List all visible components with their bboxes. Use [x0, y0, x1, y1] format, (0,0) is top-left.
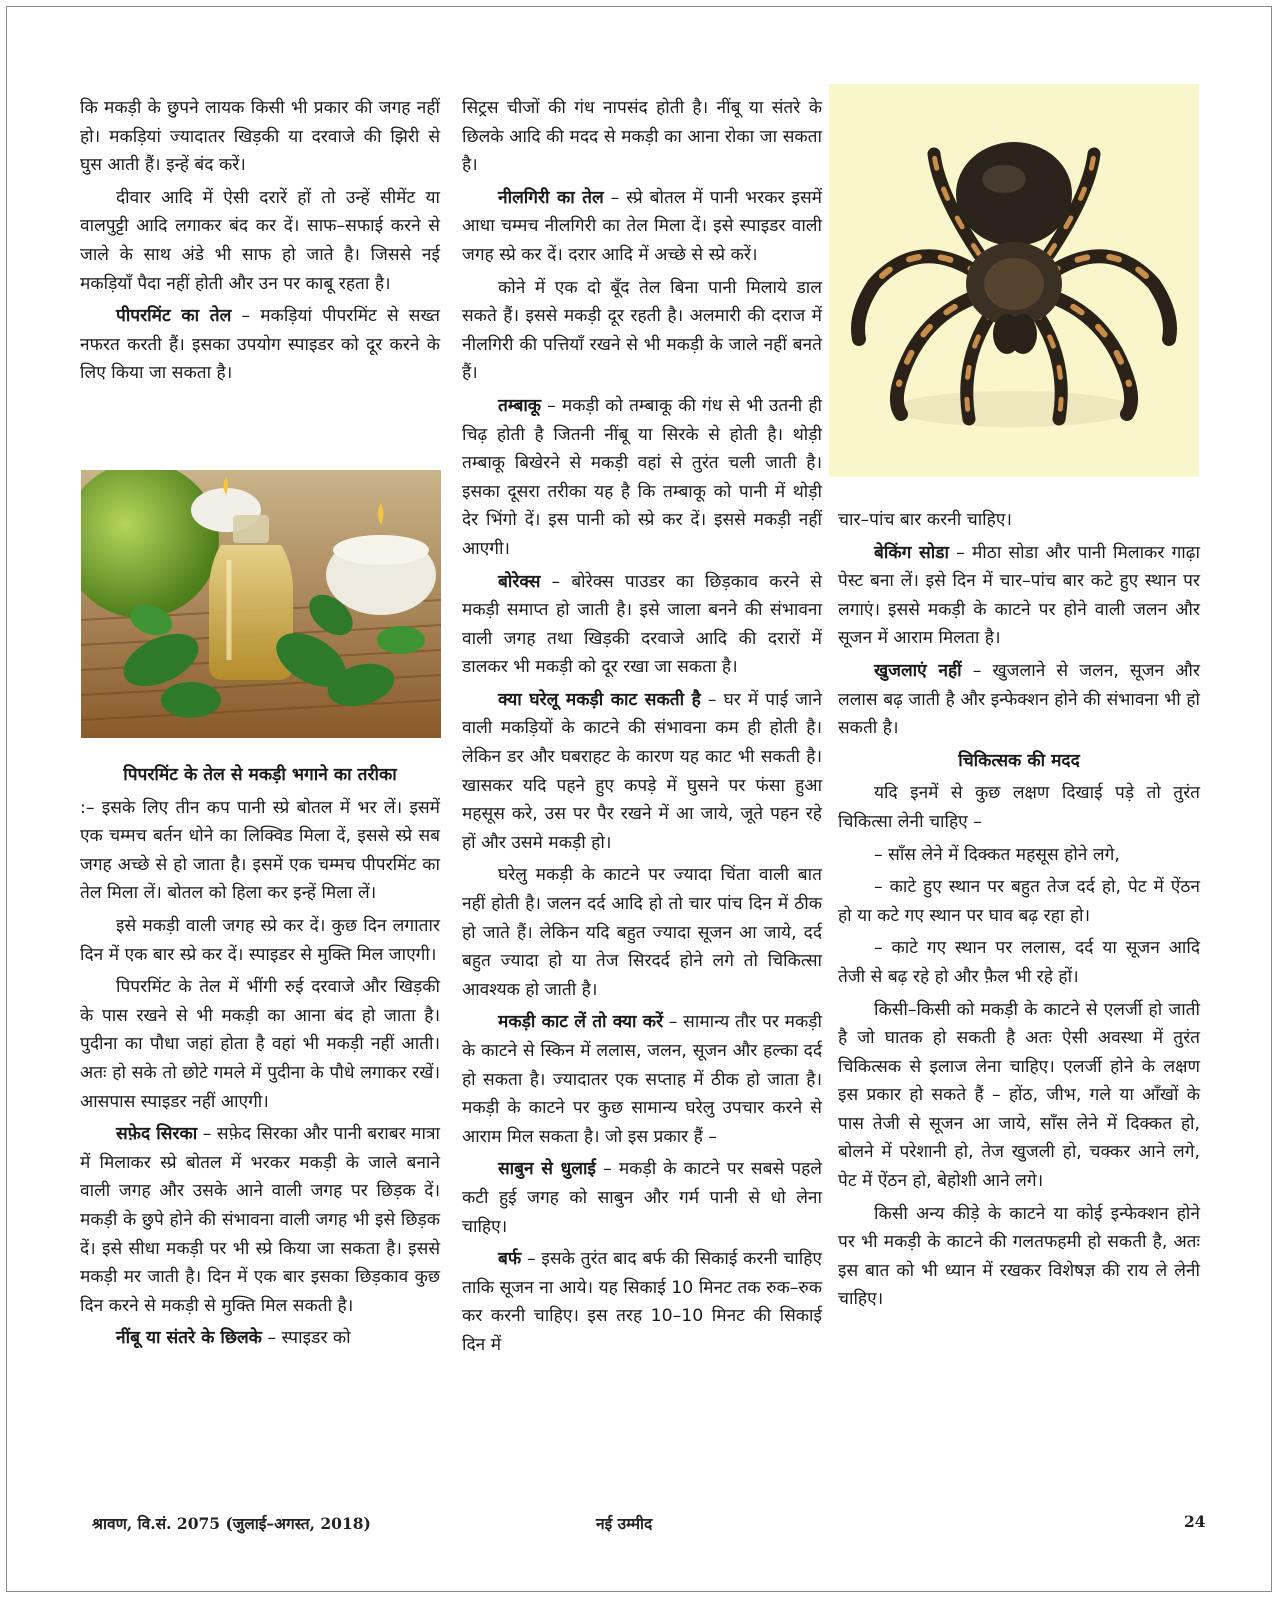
- method-heading: पिपरमिंट के तेल से मकड़ी भगाने का तरीका: [123, 765, 397, 785]
- peppermint-oil-photo: [81, 470, 441, 738]
- paragraph: [838, 539, 1200, 653]
- spider-photo: [829, 84, 1199, 477]
- section-heading: पीपरमिंट का तेल: [116, 306, 232, 327]
- paragraph: किसी–किसी को मकड़ी के काटने से एलर्जी हो जाती है जो घातक हो सकती है अतः ऐसी अवस्था में तुरंत चिकित्सक से इलाज लेना चाहिए। एलर्जी होने के लक्षण इस प्रकार हो सकते हैं – होंठ, जीभ, गले या आँखों के पास तेजी से सूजन आ जाये, साँस लेने में दिक्कत हो, बोलने में परेशानी हो, तेज खुजली हो, चक्कर आने लगे, पेट में ऐंठन हो, बेहोशी आने लगे।: [838, 999, 1200, 1192]
- paragraph-body: – मकड़ी को तम्बाकू की गंध से भी उतनी ही चिढ़ होती है जितनी नींबू या सिरके से होती है। थोड़ी तम्बाकू बिखेरने से मकड़ी वहां से तुरंत चली जाती है। इसका दूसरा तरीका यह है कि तम्बाकू को पानी में थोड़ी देर भिंगो दें। इस पानी को स्प्रे कर दें। इससे मकड़ी नहीं आएगी।: [462, 395, 822, 559]
- paragraph-body: – इसके तुरंत बाद बर्फ की सिकाई करनी चाहिए ताकि सूजन ना आये। यह सिकाई 10 मिनट तक रुक–रुक कर करनी चाहिए। इस तरह 10–10 मिनट की सिकाई दिन में: [462, 1249, 822, 1355]
- section-heading: बेकिंग सोडा: [874, 542, 949, 563]
- paragraph-body: – बोरेक्स पाउडर का छिड़काव करने से मकड़ी समाप्त हो जाती है। इसे जाला बनने की संभावना वाली जगह तथा खिड़की दरवाजे आदि की दरारों में डालकर भी मकड़ी को दूर रखा जा सकता है।: [462, 571, 822, 678]
- paragraph: [462, 1155, 822, 1241]
- section-heading: साबुन से धुलाई: [498, 1159, 596, 1180]
- paragraph: :– इसके लिए तीन कप पानी स्प्रे बोतल में भर लें। इसमें एक चम्मच बर्तन धोने का लिक्विड मिला दें, इससे स्प्रे सब जगह अच्छे से हो जाता है। इसमें एक चम्मच पीपरमिंट का तेल मिला लें। बोतल को हिला कर इन्हें मिला लें।: [80, 797, 440, 904]
- section-heading: सफ़ेद सिरका: [116, 1124, 198, 1145]
- paragraph: कि मकड़ी के छुपने लायक किसी भी प्रकार की जगह नहीं हो। मकड़ियां ज्यादातर खिड़की या दरवाजे की झिरी से घुस आती हैं। इन्हें बंद करें।: [80, 98, 440, 176]
- paragraph-body: – मकड़ी के काटने पर सबसे पहले कटी हुई जगह को साबुन और गर्म पानी से धो लेना चाहिए।: [462, 1159, 823, 1237]
- paragraph: चार–पांच बार करनी चाहिए।: [838, 510, 1012, 530]
- paragraph: सिट्रस चीजों की गंध नापसंद होती है। नींबू या संतरे के छिलके आदि की मदद से मकड़ी का आना रोका जा सकता है।: [462, 98, 822, 176]
- paragraph: घरेलु मकड़ी के काटने पर ज्यादा चिंता वाली बात नहीं होती है। जलन दर्द आदि हो तो चार पांच दिन में ठीक हो जाते हैं। लेकिन यदि बहुत ज्यादा सूजन आ जाये, दर्द बहुत ज्यादा हो या तेज सिरदर्द होने लगे तो चिकित्सा आवश्यक हो जाती है।: [462, 865, 822, 1000]
- paragraph: [462, 568, 822, 682]
- column-1-top: [80, 94, 440, 392]
- bullet-item: – साँस लेने में दिक्कत महसूस होने लगे,: [874, 844, 1120, 865]
- page-number: 24: [1184, 1512, 1206, 1531]
- paragraph: [838, 657, 1200, 743]
- paragraph-body: – मीठा सोडा और पानी मिलाकर गाढ़ा पेस्ट बना लें। इसे दिन में चार–पांच बार कटे हुए स्थान पर लगाएं। इससे मकड़ी के काटने पर होने वाली जलन और सूजन में आराम मिलता है।: [838, 542, 1200, 649]
- paragraph-body: – स्प्रे बोतल में पानी भरकर इसमें आधा चम्मच नीलगिरी का तेल मिला दें। इसे स्पाइडर वाली जगह स्प्रे कर दें। दरार आदि में अच्छे से स्प्रे करें।: [462, 187, 822, 265]
- paragraph: [462, 184, 822, 270]
- bullet-item: – काटे गए स्थान पर ललास, दर्द या सूजन आदि तेजी से बढ़ रहे हो और फ़ैल भी रहे हों।: [838, 938, 1200, 987]
- tarantula-spider-icon: [829, 84, 1199, 477]
- paragraph: कोने में एक दो बूँद तेल बिना पानी मिलाये डाल सकते हैं। इससे मकड़ी दूर रहती है। अलमारी की दराज में नीलगिरी की पत्तियाँ रखने से भी मकड़ी के जाले नहीं बनते हैं।: [462, 277, 822, 384]
- paragraph: यदि इनमें से कुछ लक्षण दिखाई पड़े तो तुरंत चिकित्सा लेनी चाहिए –: [838, 783, 1200, 832]
- column-1-bottom: [80, 761, 440, 1357]
- section-heading: तम्बाकू: [498, 395, 542, 416]
- paragraph-body: – मकड़ियां पीपरमिंट से सख्त नफरत करती हैं। इसका उपयोग स्पाइडर को दूर करने के लिए किया जा सकता है।: [80, 306, 440, 384]
- column-2: [462, 94, 822, 1364]
- doctor-heading: चिकित्सक की मदद: [958, 750, 1080, 771]
- section-heading: खुजलाएं नहीं: [874, 660, 962, 681]
- paragraph-body: – स्पाइडर को: [261, 1328, 351, 1349]
- paragraph: किसी अन्य कीड़े के काटने या कोई इन्फेक्शन होने पर भी मकड़ी के काटने की गलतफहमी हो सकती है, अतः इस बात को भी ध्यान में रखकर विशेषज्ञ की राय ले लेनी चाहिए।: [838, 1203, 1200, 1310]
- paragraph-body: – खुजलाने से जलन, सूजन और ललास बढ़ जाती है और इन्फेक्शन होने की संभावना भी हो सकती है।: [838, 660, 1201, 739]
- footer-magazine-name: नई उम्मीद: [596, 1514, 653, 1533]
- paragraph: [462, 1008, 822, 1151]
- paragraph-body: – सफ़ेद सिरका और पानी बराबर मात्रा में मिलाकर स्प्रे बोतल में भरकर मकड़ी के जाले बनाने वाली जगह और उसके आने वाली जगह पर छिड़क दें। मकड़ी के छुपे होने की संभावना वाली जगह भी इसे छिड़क दें। इसे सीधा मकड़ी पर भी स्प्रे किया जा सकता है। इससे मकड़ी मर जाती है। दिन में एक बार इसका छिड़काव कुछ दिन करने से मकड़ी से मुक्ति मिल सकती है।: [80, 1124, 440, 1316]
- footer-date: श्रावण, वि.सं. 2075 (जुलाई–अगस्त, 2018): [92, 1514, 371, 1533]
- paragraph: [462, 392, 822, 564]
- section-heading: बोरेक्स: [498, 571, 541, 592]
- peppermint-oil-icon: [81, 470, 441, 738]
- paragraph: [80, 302, 440, 388]
- section-heading: मकड़ी काट लें तो क्या करें: [498, 1012, 664, 1033]
- paragraph: इसे मकड़ी वाली जगह स्प्रे कर दें। कुछ दिन लगातार दिन में एक बार स्प्रे कर दें। स्पाइडर से मुक्ति मिल जाएगी।: [80, 915, 440, 965]
- paragraph-body: – सामान्य तौर पर मकड़ी के काटने से स्किन में ललास, जलन, सूजन और हल्का दर्द हो सकता है। ज्यादातर एक सप्ताह में ठीक हो जाता है। मकड़ी के काटने पर कुछ सामान्य घरेलु उपचार करने से आराम मिल सकता है। जो इस प्रकार हैं –: [462, 1012, 822, 1147]
- bullet-item: – काटे हुए स्थान पर बहुत तेज दर्द हो, पेट में ऐंठन हो या कटे गए स्थान पर घाव बढ़ रहा हो।: [838, 877, 1200, 926]
- section-heading: नींबू या संतरे के छिलके: [116, 1328, 262, 1349]
- column-3: [838, 506, 1200, 1318]
- paragraph: दीवार आदि में ऐसी दरारें हों तो उन्हें सीमेंट या वालपुट्टी आदि लगाकर बंद कर दें। साफ–सफाई करने से जाले के साथ अंडे भी साफ हो जाते है। जिससे नई मकड़ियाँ पैदा नहीं होती और उन पर काबू रहता है।: [80, 187, 440, 294]
- paragraph-body: – घर में पाई जाने वाली मकड़ियों के काटने की संभावना कम ही होती है। लेकिन डर और घबराहट के कारण यह काट भी सकती है। खासकर यदि पहने हुए कपड़े में घुसने पर फंसा हुआ महसूस करे, उस पर पैर रखने में आ जाये, जूते पहन रहे हों और उसमे मकड़ी हो।: [462, 689, 822, 853]
- section-heading: [80, 761, 440, 790]
- paragraph: [462, 686, 822, 858]
- section-heading: नीलगिरी का तेल: [498, 187, 604, 208]
- section-heading: क्या घरेलू मकड़ी काट सकती है: [498, 689, 701, 710]
- section-heading: [838, 747, 1200, 776]
- paragraph: [80, 1120, 440, 1320]
- paragraph: पिपरमिंट के तेल में भींगी रुई दरवाजे और खिड़की के पास रखने से भी मकड़ी का आना बंद हो जाता है। पुदीना का पौधा जहां होता है वहां भी मकड़ी नहीं आती। अतः हो सके तो छोटे गमले में पुदीना के पौधे लगाकर रखें। आसपास स्पाइडर नहीं आएगी।: [80, 977, 440, 1112]
- paragraph: [80, 1324, 440, 1353]
- section-heading: बर्फ: [498, 1249, 522, 1270]
- paragraph: [462, 1245, 822, 1359]
